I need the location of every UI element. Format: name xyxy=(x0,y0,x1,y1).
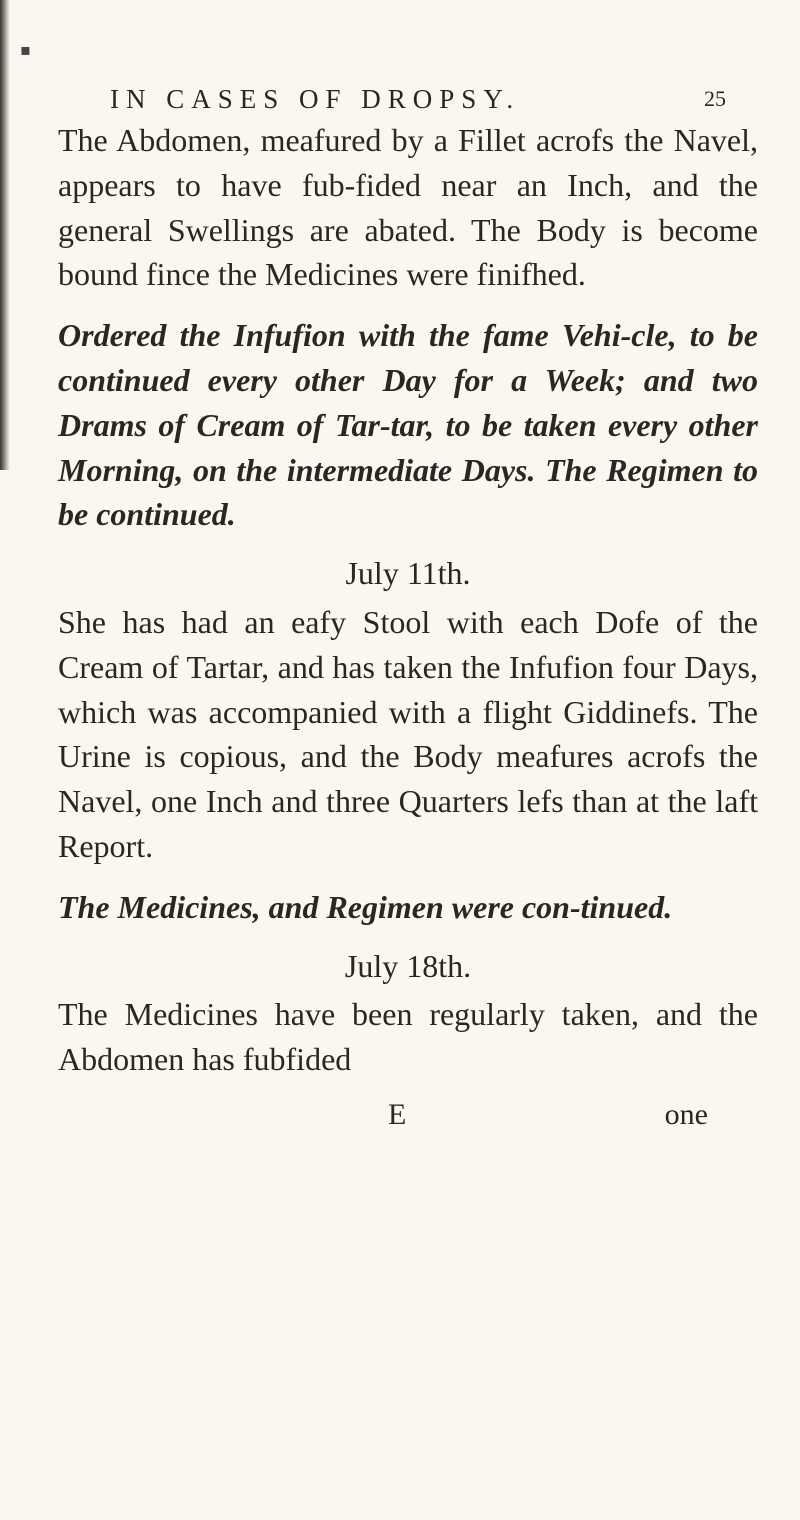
paragraph-medicines-continued: The Medicines, and Regimen were con-tinued. xyxy=(58,888,673,925)
paragraph-july-18-report: The Medicines have been regularly taken, and the Abdomen has fubfided xyxy=(58,996,758,1078)
date-heading-july-18: July 18th. xyxy=(344,947,472,984)
running-title: IN CASES OF DROPSY. xyxy=(110,84,521,114)
catchword: one xyxy=(664,1097,708,1131)
signature-mark: E xyxy=(388,1097,407,1131)
margin-mark: ▪ xyxy=(20,40,31,59)
page-number: 25 xyxy=(704,86,726,111)
paragraph-abdomen-report: The Abdomen, meafured by a Fillet acrofs the Navel, appears to have fub-fided near an Inch, and the general Swellings are abated. The Body is become bound fince the Medicines were finifhed. xyxy=(58,122,758,293)
page-footer xyxy=(58,1098,758,1144)
paragraph-july-11-report: She has had an eafy Stool with each Dofe of the Cream of Tartar, and has taken the Infufion four Days, which was accompanied with a flight Giddinefs. The Urine is copious, and the Body meafures acrofs the Navel, one Inch and three Quarters lefs than at the laft Report. xyxy=(58,603,758,864)
paragraph-orders-infusion: Ordered the Infufion with the fame Vehi-cle, to be continued every other Day for a Week; and two Drams of Cream of Tar-tar, to be taken every other Morning, on the intermediate Days. The Regimen to be continued. xyxy=(58,317,758,533)
date-heading-july-11: July 11th. xyxy=(345,555,471,592)
running-head xyxy=(58,78,758,118)
book-page xyxy=(58,78,758,1144)
page-edge-shadow xyxy=(0,0,10,470)
